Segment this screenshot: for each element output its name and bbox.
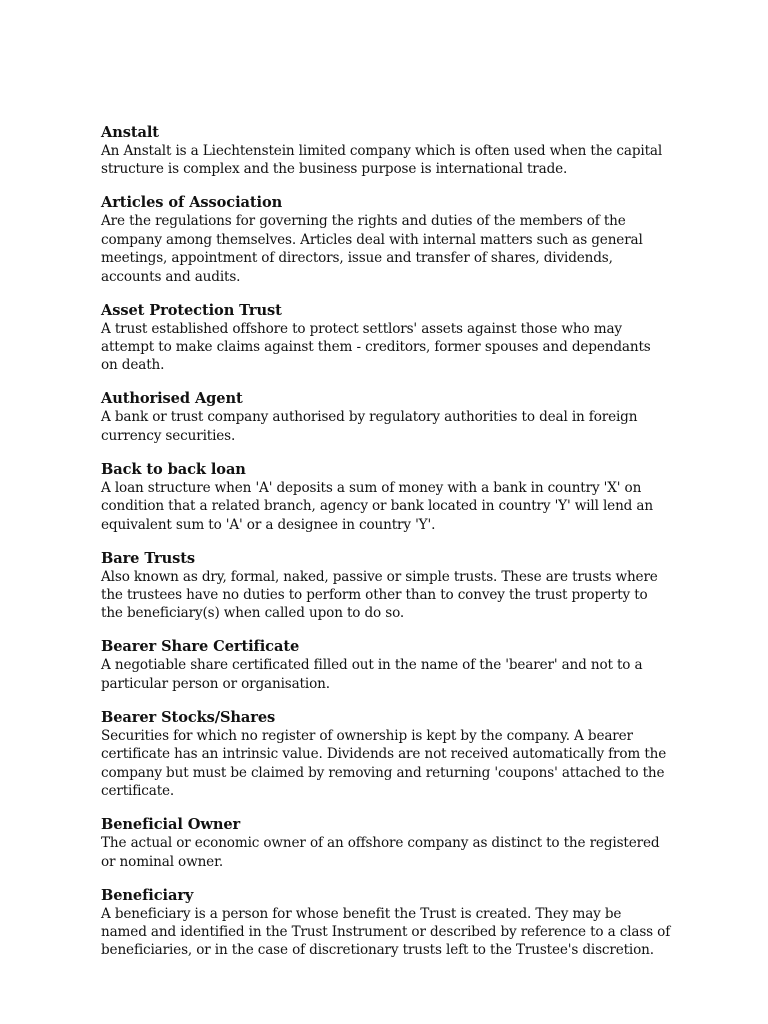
term-definition: Are the regulations for governing the rights and duties of the members of the company among themselves. Articles deal with internal matters such as general meetings, appointment of directors, issue and transfer of shares, dividends, accounts and audits. bbox=[101, 213, 643, 285]
term-heading: Back to back loan bbox=[101, 460, 246, 478]
term-definition: Also known as dry, formal, naked, passive or simple trusts. These are trusts where the trustees have no duties to perform other than to convey the trust property to the beneficiary(s) when called upon to do so. bbox=[101, 568, 658, 622]
glossary-entry-bare-trusts bbox=[101, 549, 671, 623]
glossary-entry-asset-protection-trust bbox=[101, 301, 671, 375]
term-definition: A bank or trust company authorised by regulatory authorities to deal in foreign currency securities. bbox=[101, 409, 638, 444]
term-definition: A negotiable share certificated filled out in the name of the 'bearer' and not to a particular person or organisation. bbox=[101, 657, 643, 692]
term-definition: A loan structure when 'A' deposits a sum of money with a bank in country 'X' on condition that a related branch, agency or bank located in country 'Y' will lend an equivalent sum to 'A' or a designee in country 'Y'. bbox=[101, 479, 653, 533]
glossary-entry-authorised-agent bbox=[101, 389, 671, 445]
term-definition: Securities for which no register of ownership is kept by the company. A bearer certificate has an intrinsic value. Dividends are not received automatically from the company but must be claimed by removing and returning 'coupons' attached to the certificate. bbox=[101, 727, 667, 800]
glossary-entry-bearer-share-certificate bbox=[101, 637, 671, 693]
term-definition: A beneficiary is a person for whose benefit the Trust is created. They may be named and identified in the Trust Instrument or described by reference to a class of beneficiaries, or in the case of discretionary trusts left to the Trustee's discretion. bbox=[101, 905, 671, 959]
term-definition: A trust established offshore to protect settlors' assets against those who may attempt to make claims against them - creditors, former spouses and dependants on death. bbox=[101, 320, 651, 374]
term-heading: Articles of Association bbox=[101, 194, 283, 212]
glossary-entry-beneficial-owner bbox=[101, 815, 671, 871]
term-heading: Authorised Agent bbox=[101, 390, 243, 408]
term-heading: Bearer Stocks/Shares bbox=[101, 708, 276, 726]
term-heading: Bearer Share Certificate bbox=[101, 638, 300, 656]
glossary-entry-beneficiary bbox=[101, 886, 671, 960]
glossary-entry-back-to-back-loan bbox=[101, 460, 671, 534]
term-heading: Asset Protection Trust bbox=[101, 301, 282, 319]
glossary-entry-bearer-stocks-shares bbox=[101, 708, 671, 801]
glossary-entry-anstalt bbox=[101, 123, 671, 179]
glossary-page bbox=[101, 123, 671, 974]
term-heading: Bare Trusts bbox=[101, 549, 196, 567]
term-heading: Anstalt bbox=[101, 124, 159, 141]
term-heading: Beneficiary bbox=[101, 886, 194, 904]
term-definition: The actual or economic owner of an offshore company as distinct to the registered or nominal owner. bbox=[101, 835, 660, 870]
term-definition: An Anstalt is a Liechtenstein limited company which is often used when the capital structure is complex and the business purpose is international trade. bbox=[101, 143, 663, 178]
term-heading: Beneficial Owner bbox=[101, 816, 241, 834]
glossary-entry-articles-of-association bbox=[101, 193, 671, 286]
